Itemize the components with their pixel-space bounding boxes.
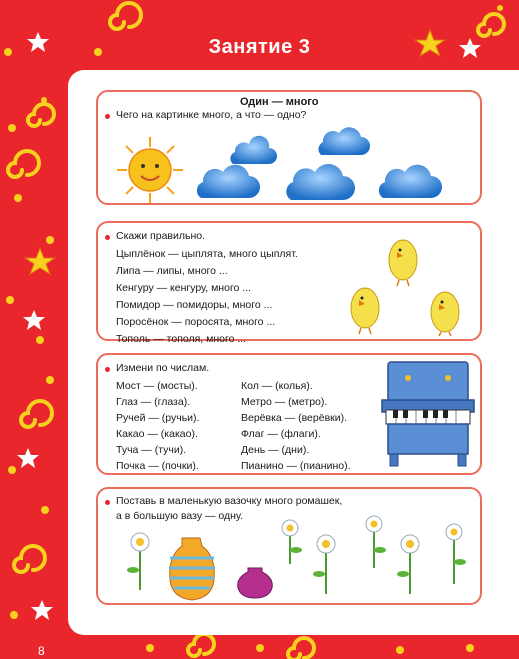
daisy-icon — [127, 533, 149, 590]
exercise-line: Цыплёнок — цыплята, много цыплят. — [116, 248, 298, 260]
piano-image — [378, 360, 478, 470]
swirl-icon — [188, 634, 214, 656]
star-icon — [23, 310, 45, 330]
flowers-and-vases-image — [112, 520, 472, 600]
exercise-line: Туча — (тучи). — [116, 444, 187, 456]
dot-icon — [466, 644, 474, 652]
dot-icon — [41, 506, 49, 514]
dot-icon — [146, 644, 154, 652]
swirl-icon — [110, 3, 141, 29]
dot-icon — [8, 124, 16, 132]
task-text: Измени по числам. — [116, 362, 210, 374]
section-heading: Один — много — [240, 96, 319, 108]
exercise-line: Мост — (мосты). — [116, 380, 198, 392]
cloud-icon — [197, 165, 260, 198]
daisy-icon — [446, 524, 466, 584]
daisy-icon — [397, 535, 419, 594]
exercise-line: Глаз — (глаза). — [116, 396, 191, 408]
chick-icon — [389, 240, 417, 280]
exercise-line: Тополь — тополя, много ... — [116, 333, 247, 345]
swirl-icon — [478, 14, 504, 36]
bullet-icon — [105, 367, 110, 372]
exercise-line: Пианино — (пианино). — [241, 460, 351, 472]
dot-icon — [8, 466, 16, 474]
dot-icon — [396, 646, 404, 654]
dot-icon — [6, 296, 14, 304]
cloud-icon — [319, 127, 370, 155]
swirl-icon — [21, 401, 52, 427]
page-title: Занятие 3 — [208, 36, 311, 58]
exercise-line: День — (дни). — [241, 444, 310, 456]
exercise-line: Верёвка — (верёвки). — [241, 412, 348, 424]
star-icon — [31, 600, 53, 620]
swirl-icon — [288, 638, 314, 659]
big-vase-icon — [169, 538, 215, 600]
small-vase-icon — [238, 568, 273, 598]
exercise-line: Кол — (колья). — [241, 380, 313, 392]
daisy-icon — [313, 535, 335, 594]
star-icon — [25, 248, 55, 274]
task-text: Поставь в маленькую вазочку много ромашек, — [116, 495, 343, 507]
swirl-icon — [8, 151, 39, 177]
task-text: Чего на картинке много, а что — одно? — [116, 109, 307, 121]
task-text: а в большую вазу — одну. — [116, 510, 244, 522]
exercise-line: Ручей — (ручьи). — [116, 412, 200, 424]
bullet-icon — [105, 114, 110, 119]
exercise-line: Какао — (какао). — [116, 428, 198, 440]
exercise-line: Помидор — помидоры, много ... — [116, 299, 273, 311]
dot-icon — [46, 236, 54, 244]
dot-icon — [41, 97, 47, 103]
bullet-icon — [105, 500, 110, 505]
dot-icon — [46, 376, 54, 384]
bullet-icon — [105, 235, 110, 240]
cloud-icon — [286, 164, 355, 200]
dot-icon — [10, 611, 18, 619]
chick-icon — [431, 292, 459, 332]
daisy-icon — [282, 520, 302, 564]
star-icon — [17, 448, 39, 468]
dot-icon — [14, 194, 22, 202]
cloud-icon — [379, 165, 442, 198]
daisy-icon — [366, 516, 386, 568]
chicks-image — [345, 228, 475, 338]
dot-icon — [36, 336, 44, 344]
cloud-icon — [230, 136, 277, 164]
clouds-image — [195, 120, 455, 210]
exercise-line: Липа — липы, много ... — [116, 265, 228, 277]
task-text: Скажи правильно. — [116, 230, 206, 242]
swirl-icon — [28, 104, 54, 126]
exercise-line: Метро — (метро). — [241, 396, 328, 408]
exercise-line: Поросёнок — поросята, много ... — [116, 316, 276, 328]
exercise-line: Кенгуру — кенгуру, много ... — [116, 282, 252, 294]
sun-image — [115, 135, 185, 205]
dot-icon — [497, 5, 503, 11]
swirl-icon — [14, 546, 45, 572]
chick-icon — [351, 288, 379, 328]
exercise-line: Почка — (почки). — [116, 460, 199, 472]
exercise-line: Флаг — (флаги). — [241, 428, 321, 440]
dot-icon — [256, 644, 264, 652]
page-number: 8 — [38, 644, 45, 658]
